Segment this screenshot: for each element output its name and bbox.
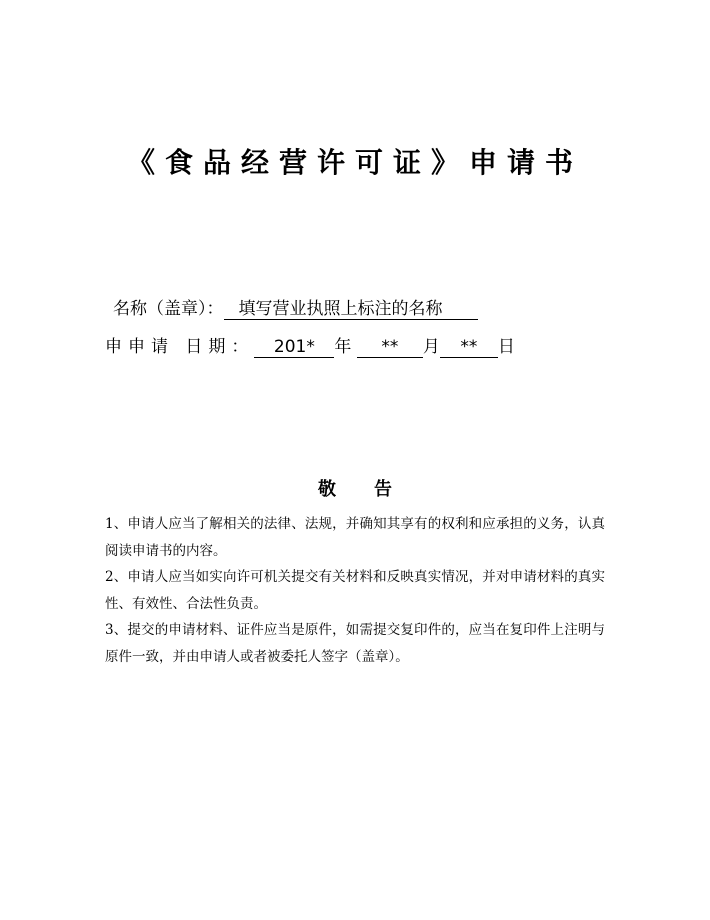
applicant-name-row bbox=[113, 296, 478, 322]
month-unit: 月 bbox=[422, 337, 440, 357]
name-label: 名称（盖章）： bbox=[113, 299, 224, 319]
notice-item: 2、申请人应当如实向许可机关提交有关材料和反映真实情况，并对申请材料的真实性、有效性、合法性负责。 bbox=[105, 569, 605, 612]
document-title: 《食品经营许可证》申请书 bbox=[126, 146, 583, 179]
day-field[interactable]: ** bbox=[440, 337, 498, 358]
year-field[interactable]: 201* bbox=[254, 337, 334, 358]
notice-list bbox=[105, 511, 605, 670]
notice-item: 1、申请人应当了解相关的法律、法规，并确知其享有的权利和应承担的义务，认真阅读申请书的内容。 bbox=[105, 516, 605, 559]
day-unit: 日 bbox=[497, 337, 515, 357]
name-field[interactable]: 填写营业执照上标注的名称 bbox=[224, 299, 478, 320]
date-label: 申申请 日期： bbox=[105, 337, 255, 357]
month-field[interactable]: ** bbox=[357, 337, 423, 358]
notice-item: 3、提交的申请材料、证件应当是原件，如需提交复印件的，应当在复印件上注明与原件一致，并由申请人或者被委托人签字（盖章）。 bbox=[105, 622, 605, 665]
notice-heading-left: 敬 bbox=[318, 479, 336, 500]
notice-heading-right: 告 bbox=[374, 479, 392, 500]
application-date-row bbox=[105, 334, 515, 360]
year-unit: 年 bbox=[334, 337, 352, 357]
notice-heading bbox=[0, 476, 710, 504]
